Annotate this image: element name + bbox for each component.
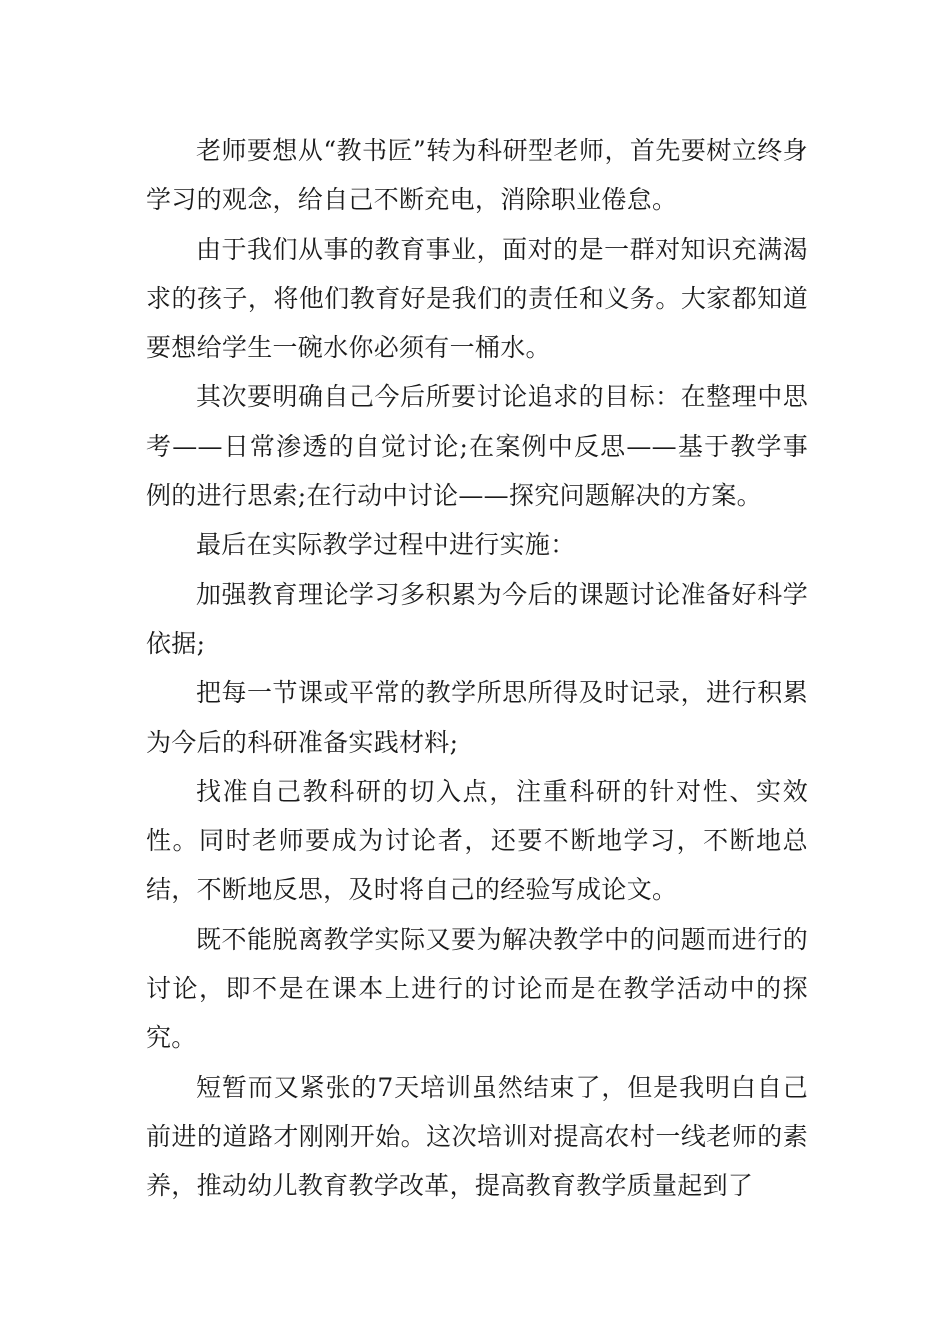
- paragraph-6: 把每一节课或平常的教学所思所得及时记录，进行积累为今后的科研准备实践材料;: [146, 678, 808, 757]
- document-body: [146, 126, 808, 1211]
- paragraph-1: 老师要想从“教书匠”转为科研型老师，首先要树立终身学习的观念，给自己不断充电，消除职业倦怠。: [146, 136, 808, 215]
- paragraph-8: 既不能脱离教学实际又要为解决教学中的问题而进行的讨论，即不是在课本上进行的讨论而是在教学活动中的探究。: [146, 924, 808, 1053]
- paragraph-4: 最后在实际教学过程中进行实施：: [196, 530, 576, 560]
- paragraph-2: 由于我们从事的教育事业，面对的是一群对知识充满渴求的孩子，将他们教育好是我们的责任和义务。大家都知道要想给学生一碗水你必须有一桶水。: [146, 234, 808, 363]
- paragraph-5: 加强教育理论学习多积累为今后的课题讨论准备好科学依据;: [146, 579, 808, 658]
- paragraph-3: 其次要明确自己今后所要讨论追求的目标：在整理中思考——日常渗透的自觉讨论;在案例中反思——基于教学事例的进行思索;在行动中讨论——探究问题解决的方案。: [146, 382, 808, 511]
- paragraph-9: 短暂而又紧张的7天培训虽然结束了，但是我明白自己前进的道路才刚刚开始。这次培训对提高农村一线老师的素养，推动幼儿教育教学改革，提高教育教学质量起到了: [146, 1072, 808, 1201]
- paragraph-7: 找准自己教科研的切入点，注重科研的针对性、实效性。同时老师要成为讨论者，还要不断地学习，不断地总结，不断地反思，及时将自己的经验写成论文。: [146, 776, 808, 905]
